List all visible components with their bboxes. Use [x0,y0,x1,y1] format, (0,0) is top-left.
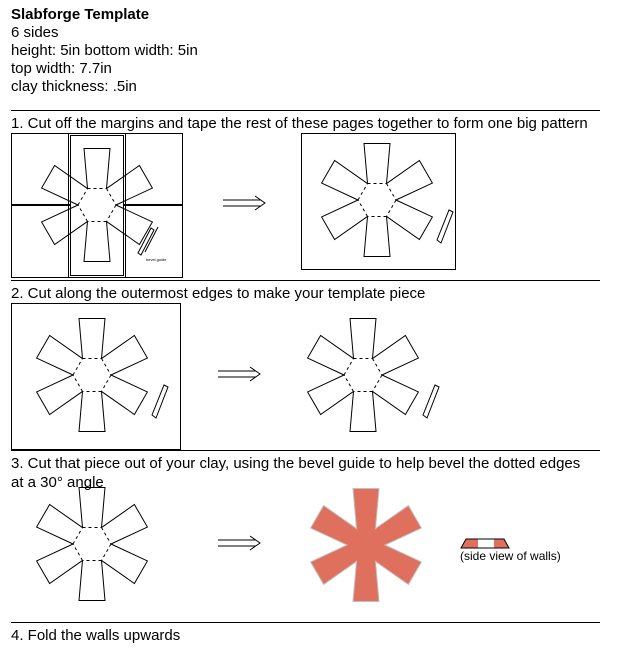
template-title: Slabforge Template [11,6,150,23]
template-sides: 6 sides [11,24,59,41]
template-clay-thickness: clay thickness: .5in [11,78,137,95]
side-view-caption: (side view of walls) [460,549,561,563]
step-2-text: 2. Cut along the outermost edges to make your template piece [11,285,426,302]
divider [11,622,600,623]
template-dimensions: height: 5in bottom width: 5in [11,42,198,59]
step-3-text-continued: at a 30° angle [11,474,104,491]
step-3-text: 3. Cut that piece out of your clay, using the bevel guide to help bevel the dotted edges [11,455,581,472]
clay-star-shape [311,489,422,602]
step-4-text: 4. Fold the walls upwards [11,627,181,644]
template-top-width: top width: 7.7in [11,60,112,77]
step-1-text: 1. Cut off the margins and tape the rest of these pages together to form one big pattern [11,115,588,132]
bevel-guide-label: bevel guide [146,257,167,262]
